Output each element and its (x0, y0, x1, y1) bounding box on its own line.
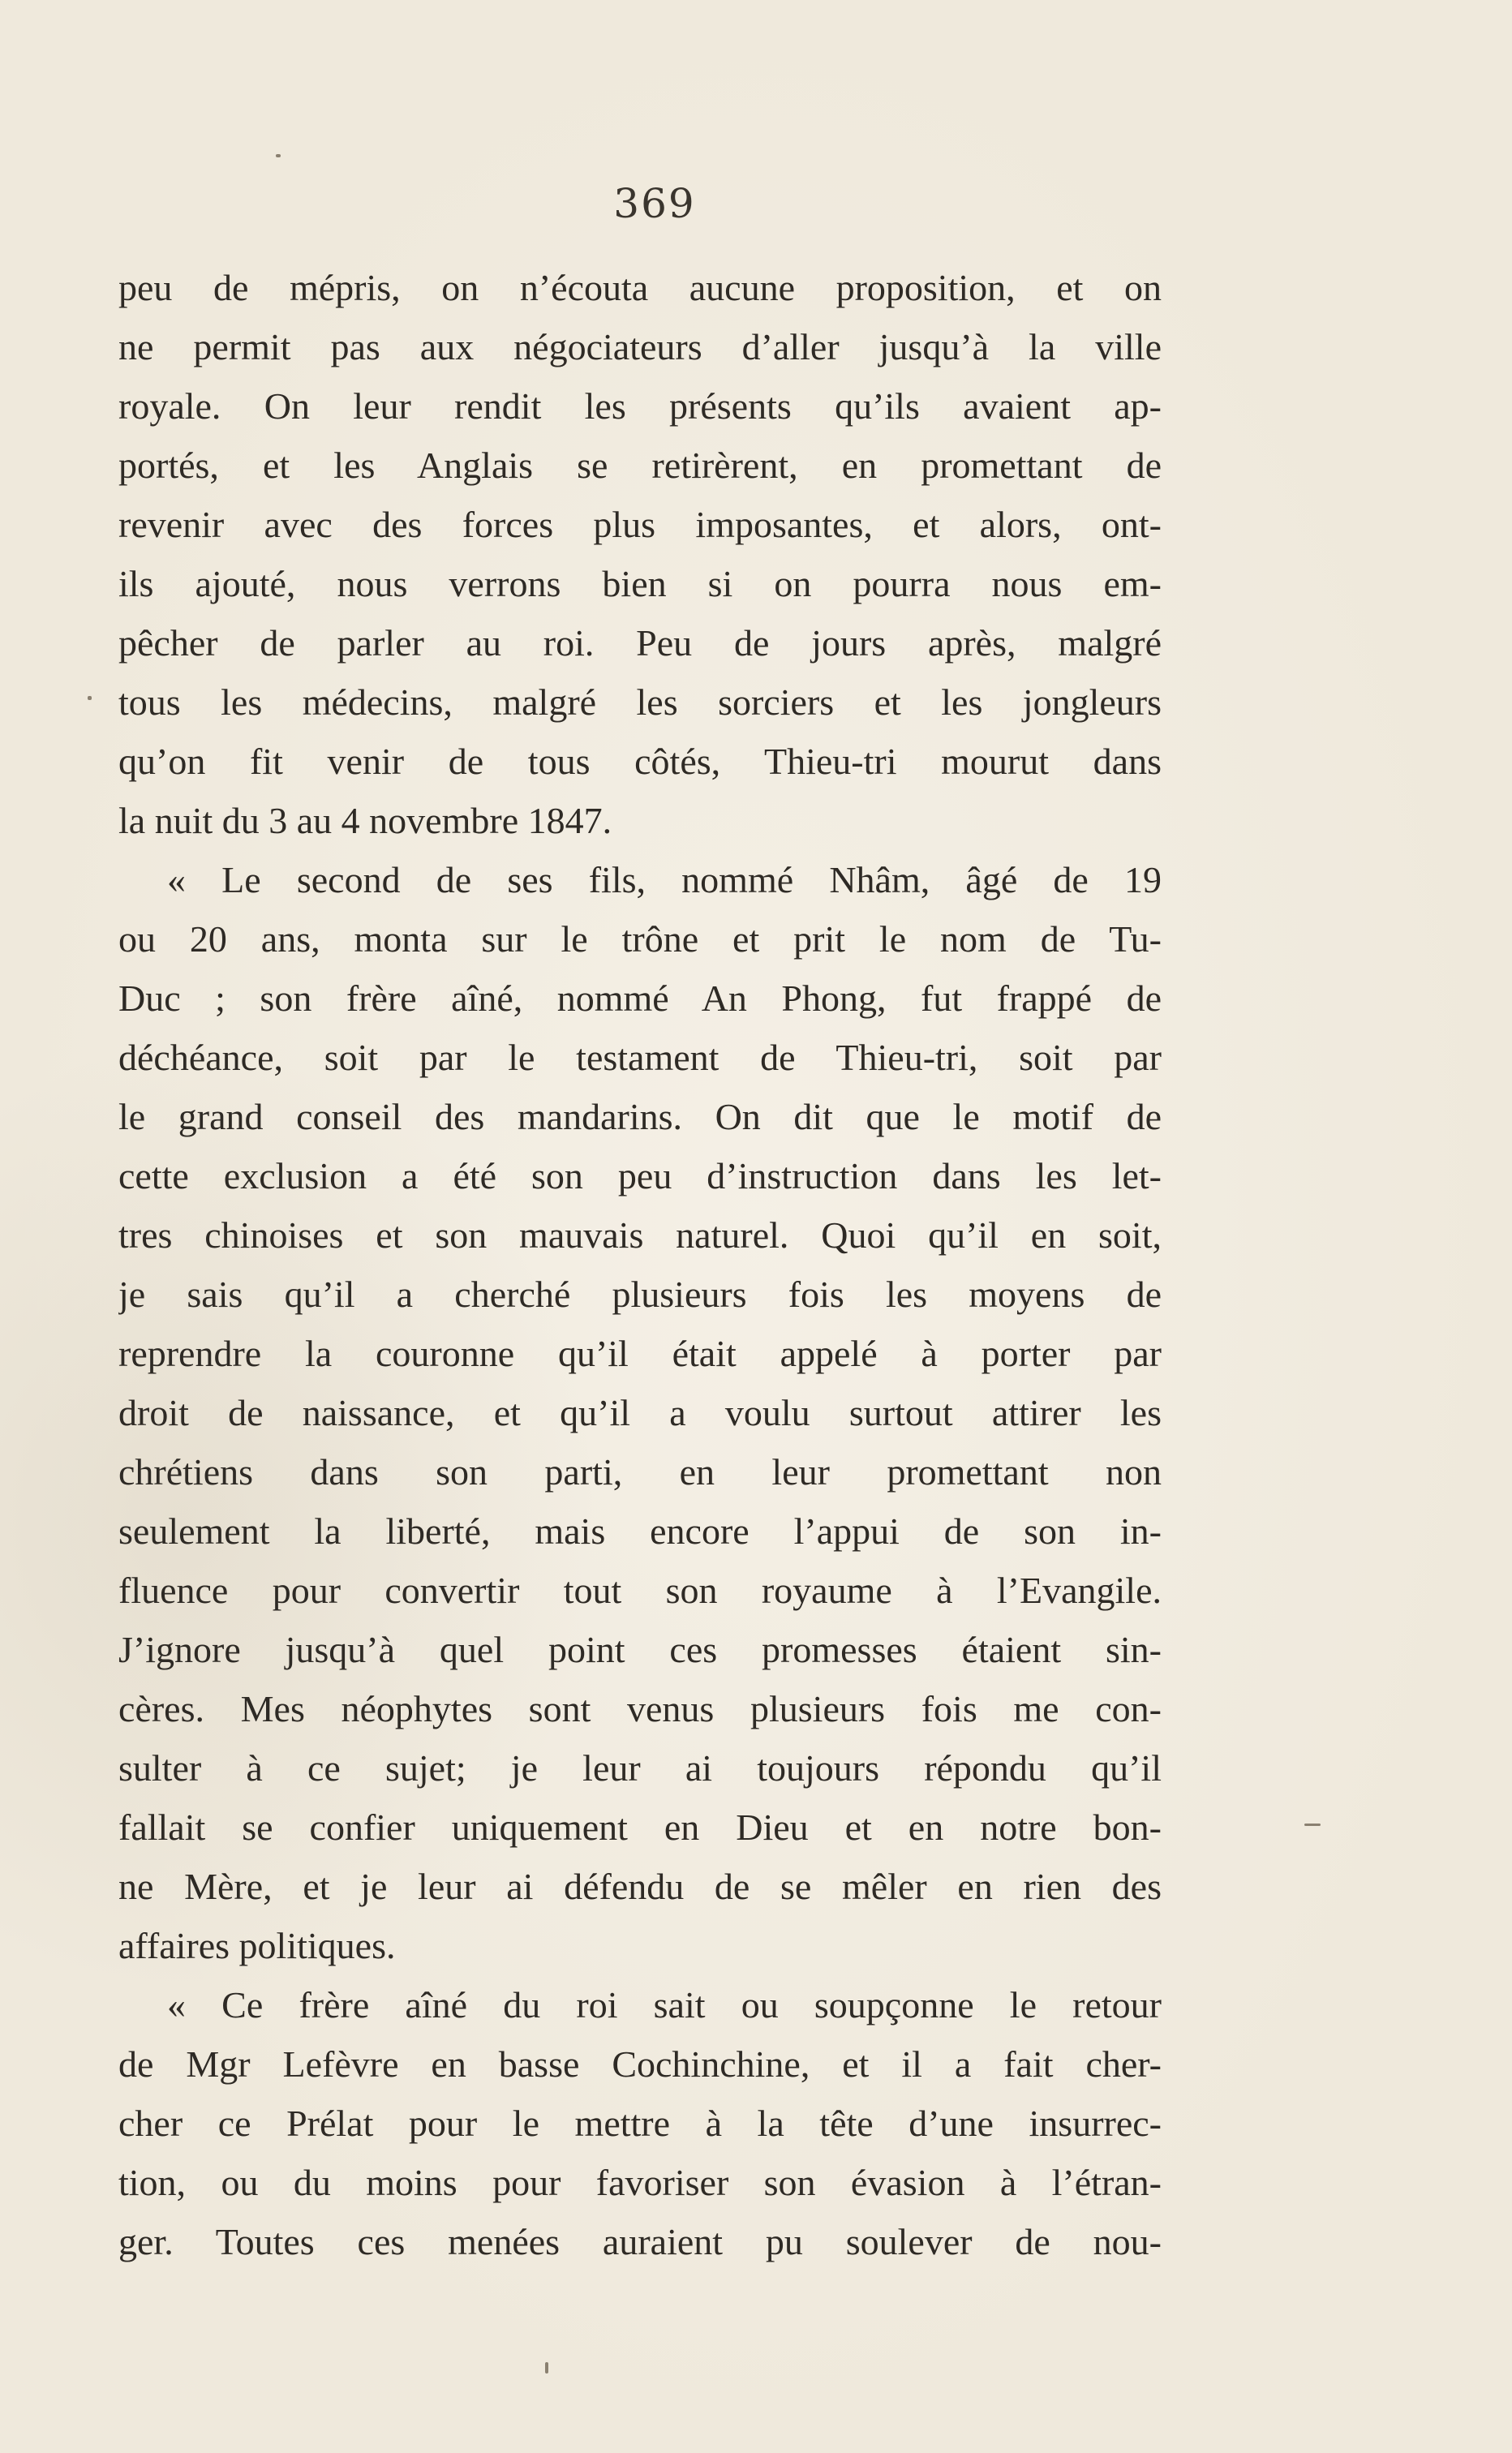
text-line: ou 20 ans, monta sur le trône et prit le nom de Tu- (118, 918, 1162, 960)
text-line: le grand conseil des mandarins. On dit que le motif de (118, 1096, 1162, 1137)
text-line: ne Mère, et je leur ai défendu de se mêler en rien des (118, 1866, 1162, 1907)
paper-speck (88, 696, 92, 700)
text-line: J’ignore jusqu’à quel point ces promesses étaient sin- (118, 1629, 1162, 1670)
text-line: sulter à ce sujet; je leur ai toujours répondu qu’il (118, 1747, 1162, 1789)
text-line: peu de mépris, on n’écouta aucune proposition, et on (118, 267, 1162, 308)
text-line: tres chinoises et son mauvais naturel. Quoi qu’il en soit, (118, 1214, 1162, 1256)
text-line: de Mgr Lefèvre en basse Cochinchine, et il a fait cher- (118, 2043, 1162, 2085)
text-line: tion, ou du moins pour favoriser son évasion à l’étran- (118, 2162, 1162, 2203)
text-line: ger. Toutes ces menées auraient pu soulever de nou- (118, 2221, 1162, 2262)
text-line: « Le second de ses fils, nommé Nhâm, âgé de 19 (167, 859, 1162, 900)
text-line: chrétiens dans son parti, en leur promettant non (118, 1451, 1162, 1493)
text-line: droit de naissance, et qu’il a voulu surtout attirer les (118, 1392, 1162, 1433)
text-line: affaires politiques. (118, 1925, 396, 1966)
text-line: seulement la liberté, mais encore l’appui de son in- (118, 1510, 1162, 1552)
text-line: cher ce Prélat pour le mettre à la tête d’une insurrec- (118, 2103, 1162, 2144)
paper-speck (276, 154, 281, 157)
text-line: Duc ; son frère aîné, nommé An Phong, fut frappé de (118, 977, 1162, 1019)
text-line: fallait se confier uniquement en Dieu et en notre bon- (118, 1806, 1162, 1848)
text-line: je sais qu’il a cherché plusieurs fois les moyens de (118, 1274, 1162, 1315)
body-text (118, 258, 1162, 2271)
text-line: tous les médecins, malgré les sorciers et les jongleurs (118, 681, 1162, 723)
text-line: déchéance, soit par le testament de Thieu-tri, soit par (118, 1037, 1162, 1078)
text-line: cette exclusion a été son peu d’instruction dans les let- (118, 1155, 1162, 1196)
text-line: revenir avec des forces plus imposantes, et alors, ont- (118, 504, 1162, 545)
text-line: royale. On leur rendit les présents qu’ils avaient ap- (118, 385, 1162, 427)
text-line: fluence pour convertir tout son royaume à l’Evangile. (118, 1570, 1162, 1611)
text-line: pêcher de parler au roi. Peu de jours après, malgré (118, 622, 1162, 664)
text-line: reprendre la couronne qu’il était appelé à porter par (118, 1333, 1162, 1374)
text-line: ne permit pas aux négociateurs d’aller jusqu’à la ville (118, 326, 1162, 367)
paper-speck (545, 2362, 548, 2374)
text-line: qu’on fit venir de tous côtés, Thieu-tri mourut dans (118, 741, 1162, 782)
text-line: portés, et les Anglais se retirèrent, en promettant de (118, 445, 1162, 486)
text-line: la nuit du 3 au 4 novembre 1847. (118, 800, 612, 841)
paper-speck (1304, 1824, 1321, 1826)
text-line: cères. Mes néophytes sont venus plusieurs fois me con- (118, 1688, 1162, 1729)
text-line: ils ajouté, nous verrons bien si on pourra nous em- (118, 563, 1162, 604)
page-number: 369 (613, 180, 696, 227)
text-line: « Ce frère aîné du roi sait ou soupçonne le retour (167, 1984, 1162, 2026)
